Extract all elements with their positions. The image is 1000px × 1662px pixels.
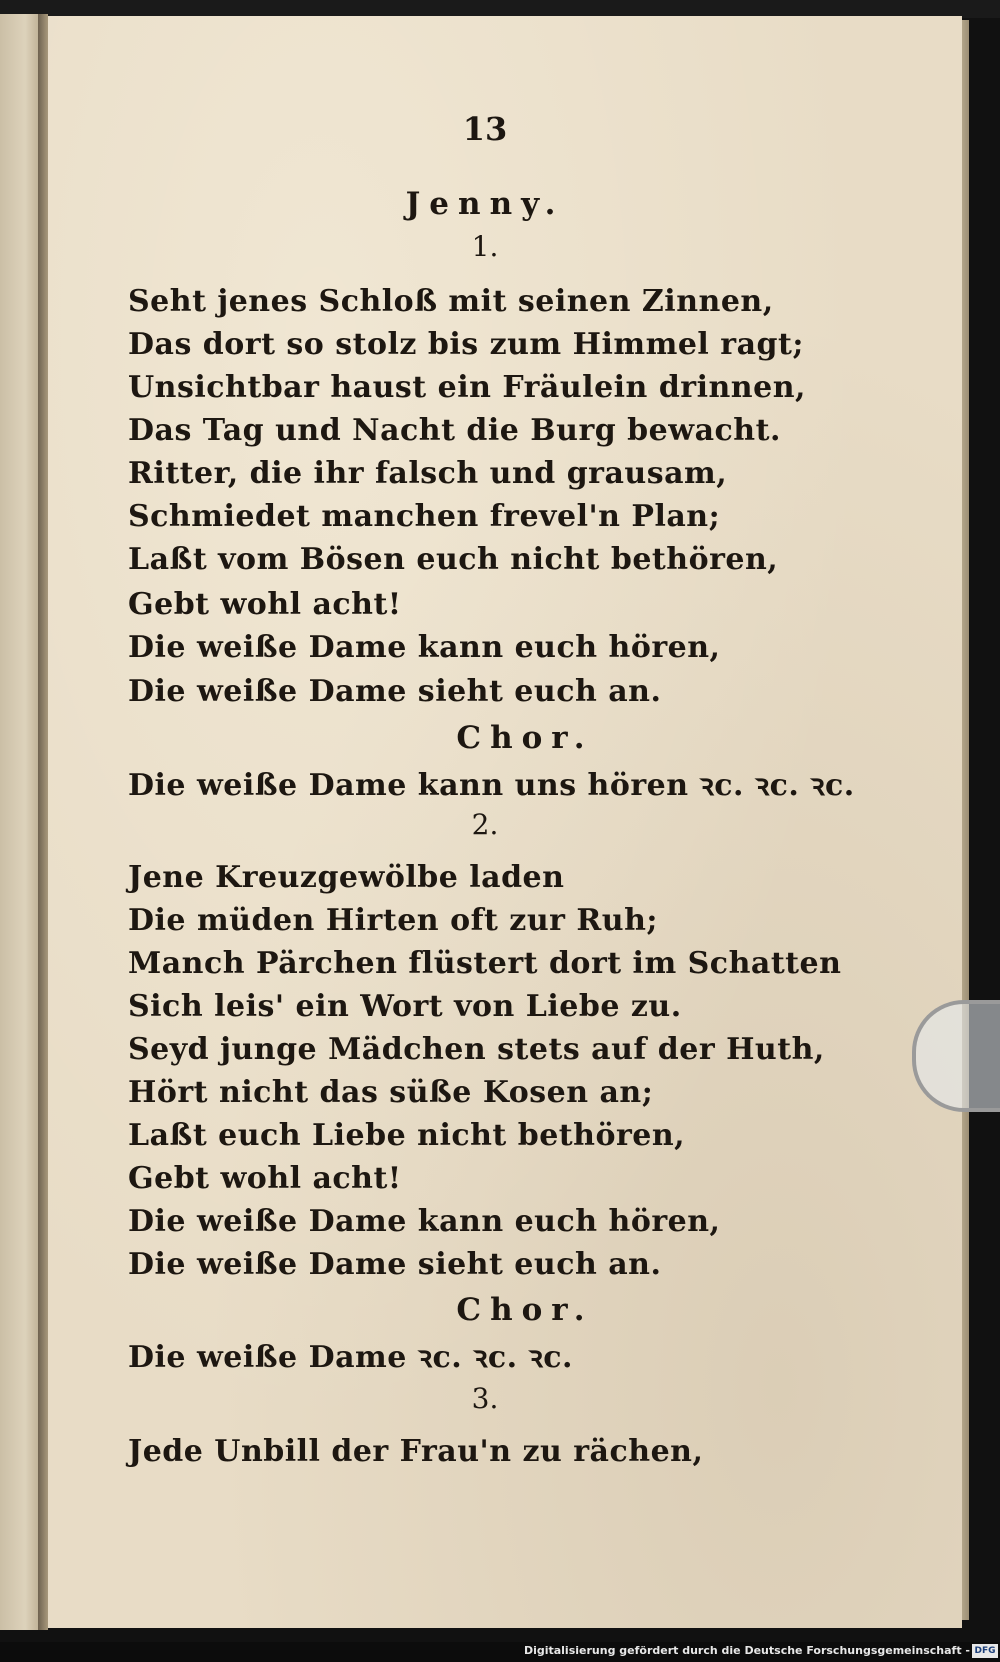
verse-line: Laßt vom Bösen euch nicht bethören, xyxy=(128,542,779,577)
verse-number: 1. xyxy=(471,230,499,263)
verse-line: Jede Unbill der Frau'n zu rächen, xyxy=(128,1434,704,1469)
chorus-label: Chor. xyxy=(456,720,594,756)
verse-line: Die weiße Dame kann euch hören, xyxy=(128,630,721,665)
verse-line: Die weiße Dame sieht euch an. xyxy=(128,674,662,709)
page-number: 13 xyxy=(462,110,508,148)
verse-line: Gebt wohl acht! xyxy=(128,1161,402,1196)
verse-line: Laßt euch Liebe nicht bethören, xyxy=(128,1118,686,1153)
chorus-line: Die weiße Dame kann uns hören ꝛc. ꝛc. ꝛc. xyxy=(128,768,855,803)
verse-line: Seht jenes Schloß mit seinen Zinnen, xyxy=(128,284,774,319)
verse-line: Seyd junge Mädchen stets auf der Huth, xyxy=(128,1032,825,1067)
verse-line: Gebt wohl acht! xyxy=(128,587,402,622)
page-title: Jenny. xyxy=(405,186,565,222)
verse-line: Manch Pärchen flüstert dort im Schatten xyxy=(128,946,842,981)
verse-number: 2. xyxy=(471,808,499,841)
chorus-label: Chor. xyxy=(456,1292,594,1328)
verse-line: Unsichtbar haust ein Fräulein drinnen, xyxy=(128,370,806,405)
verse-line: Die weiße Dame kann euch hören, xyxy=(128,1204,721,1239)
footer-credit: Digitalisierung gefördert durch die Deutsche Forschungsgemeinschaft - xyxy=(523,1644,970,1657)
verse-line: Sich leis' ein Wort von Liebe zu. xyxy=(128,989,682,1024)
digitization-footer xyxy=(0,1642,1000,1662)
verse-line: Die weiße Dame sieht euch an. xyxy=(128,1247,662,1282)
verse-line: Das dort so stolz bis zum Himmel ragt; xyxy=(128,327,804,362)
verse-line: Ritter, die ihr falsch und grausam, xyxy=(128,456,728,491)
verse-line: Die müden Hirten oft zur Ruh; xyxy=(128,903,659,938)
dfg-logo: DFG xyxy=(972,1644,998,1658)
verse-line: Das Tag und Nacht die Burg bewacht. xyxy=(128,413,781,448)
verse-number: 3. xyxy=(471,1382,499,1415)
verse-line: Hört nicht das süße Kosen an; xyxy=(128,1075,654,1110)
chorus-line: Die weiße Dame ꝛc. ꝛc. ꝛc. xyxy=(128,1340,573,1375)
page-clip xyxy=(912,1000,1000,1112)
verse-line: Jene Kreuzgewölbe laden xyxy=(128,860,565,895)
verse-line: Schmiedet manchen frevel'n Plan; xyxy=(128,499,721,534)
